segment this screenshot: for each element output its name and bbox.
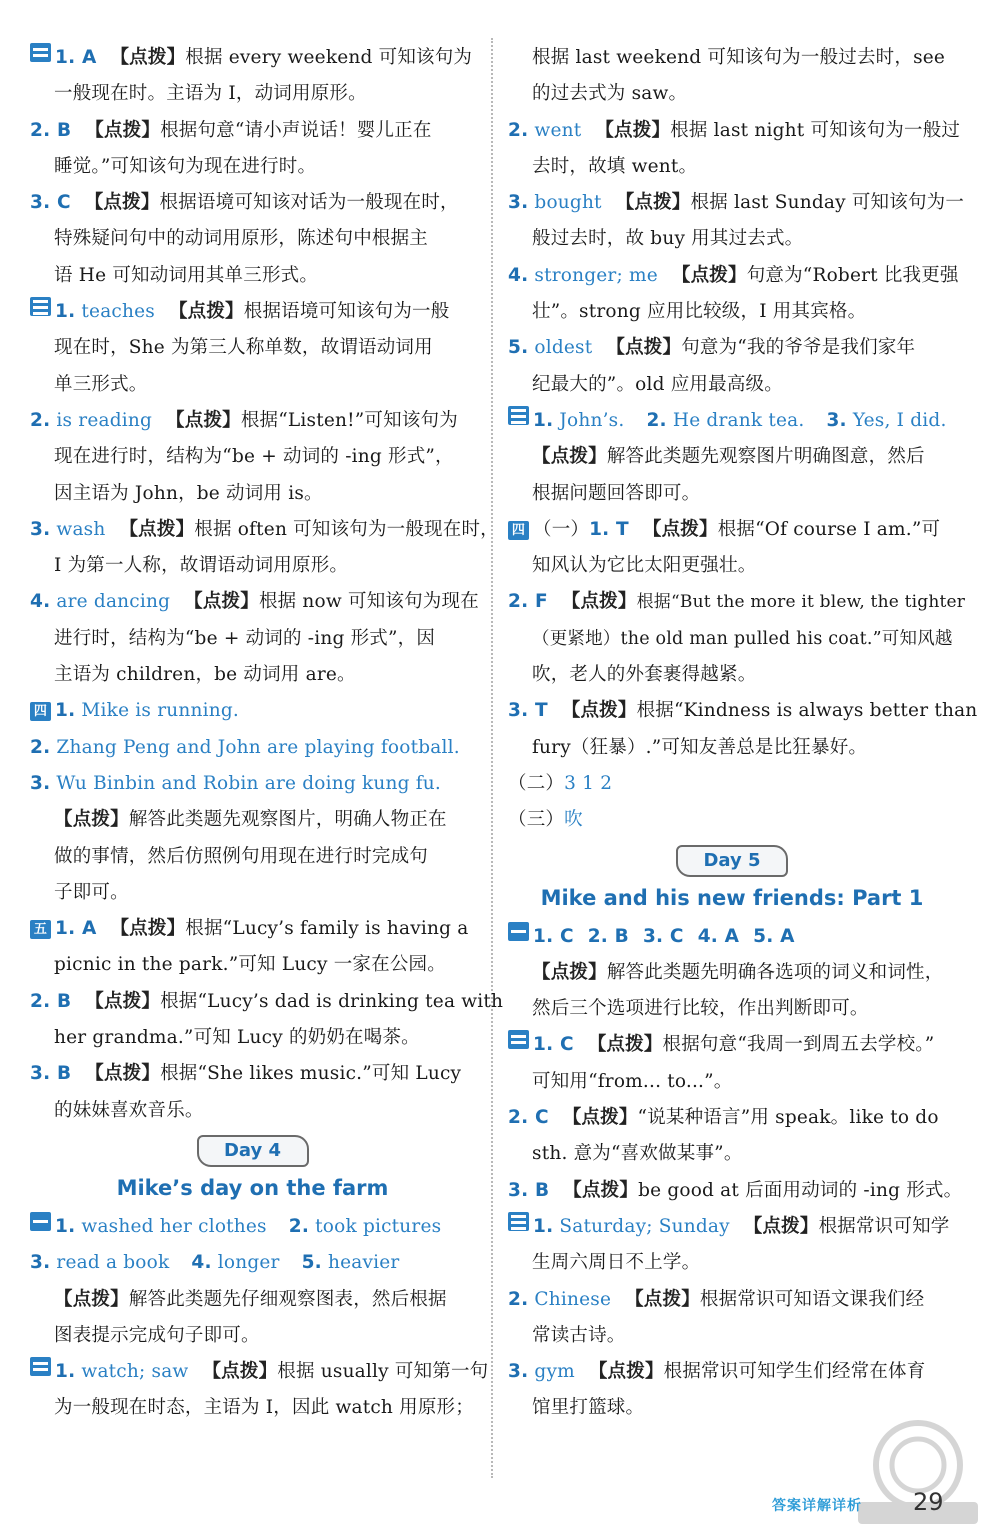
answer-line — [30, 403, 475, 439]
answer-line — [30, 911, 475, 947]
item-number: 3. T — [508, 700, 548, 722]
explanation-text: 知风认为它比太阳更强壮。 — [532, 555, 757, 577]
item-number: 3. — [30, 1252, 51, 1274]
item-number: 1. A — [55, 918, 97, 940]
item-number: 4. — [30, 591, 51, 613]
explanation-text: 根据“Lucy’s family is having a — [185, 918, 469, 940]
explanation-text: 根据句意“请小声说话！婴儿正在 — [160, 119, 432, 141]
item-number: 1. — [55, 301, 76, 323]
explanation-text: 根据 every weekend 可知该句为 — [185, 47, 473, 68]
day-title: Mike’s day on the farm — [116, 1175, 389, 1200]
left-column — [30, 40, 504, 1427]
answer-text: took pictures — [315, 1215, 442, 1237]
hint-tag: 【点拨】 — [110, 918, 186, 940]
explanation-text: 子即可。 — [54, 881, 129, 903]
answer-line — [508, 766, 956, 802]
item-number: 2. — [508, 1288, 529, 1310]
section-badge-icon — [30, 43, 51, 62]
explanation-text: 的过去式为 saw。 — [532, 83, 688, 105]
answer-text: watch; saw — [81, 1361, 189, 1383]
explanation-text: 单三形式。 — [54, 373, 148, 395]
day-label: Day 5 — [676, 845, 788, 877]
answer-line — [508, 1100, 956, 1136]
explanation-text: 语 He 可知动词用其单三形式。 — [54, 264, 319, 286]
explanation-text: “说某种语言”用 speak。like to do — [637, 1107, 939, 1129]
explanation-text: I 为第一人称，故谓语动词用原形。 — [54, 555, 349, 577]
answer-line — [30, 584, 479, 620]
hint-tag: 【点拨】 — [85, 119, 161, 141]
answer-line — [508, 1354, 956, 1390]
answer-line — [30, 1209, 475, 1245]
explanation-text: 做的事情，然后仿照例句用现在进行时完成句 — [54, 845, 429, 867]
hint-tag: 【点拨】 — [85, 990, 161, 1012]
day-4-header — [30, 1129, 475, 1209]
answer-line — [508, 403, 956, 439]
hint-tag: 【点拨】 — [595, 119, 671, 141]
explanation-text: 解答此类题先仔细观察图表，然后根据 — [128, 1288, 447, 1310]
answer-line — [508, 584, 966, 620]
answer-line — [30, 185, 475, 221]
answer-line — [508, 512, 956, 548]
answer-line — [508, 258, 959, 294]
item-number: 2. — [508, 119, 529, 141]
item-number: 2. B — [30, 990, 72, 1012]
day-title: Mike and his new friends: Part 1 — [540, 885, 924, 910]
subsection-label: （三） — [508, 809, 565, 831]
answer-text: is reading — [56, 409, 153, 431]
explanation-text: 图表提示完成句子即可。 — [54, 1324, 260, 1346]
section-badge-icon — [30, 1212, 51, 1231]
answer-line — [508, 330, 956, 366]
explanation-text: 去时，故填 went。 — [532, 155, 698, 177]
section-badge-icon — [30, 297, 51, 316]
answer-line — [30, 294, 475, 330]
answer-line — [508, 802, 956, 838]
answer-text: 4. A — [697, 925, 740, 947]
explanation-text: 主语为 children，be 动词用 are。 — [54, 664, 356, 686]
answer-text: are dancing — [56, 591, 171, 613]
answer-text: Mike is running. — [81, 700, 239, 722]
explanation-text: 纪最大的”。old 应用最高级。 — [532, 373, 783, 395]
explanation-text: 解答此类题先明确各选项的词义和词性， — [606, 961, 944, 983]
answer-text: washed her clothes — [81, 1215, 267, 1237]
answer-line — [30, 1245, 475, 1281]
answer-text: 吹 — [564, 809, 583, 831]
explanation-text: 根据 usually 可知第一句 — [277, 1361, 489, 1383]
explanation-text: 根据 now 可知该句为现在 — [258, 591, 479, 613]
item-number: 1. — [533, 1215, 554, 1237]
hint-tag: 【点拨】 — [84, 192, 160, 214]
hint-tag: 【点拨】 — [561, 700, 637, 722]
day-5-header — [508, 839, 956, 919]
item-number: 2. — [30, 736, 51, 758]
hint-tag: 【点拨】 — [54, 1288, 129, 1310]
section-badge-icon: 五 — [30, 920, 51, 939]
explanation-text: 句意为“Robert 比我更强 — [746, 264, 959, 286]
answer-text: read a book — [56, 1252, 170, 1274]
answer-text: stronger; me — [534, 264, 658, 286]
answer-line — [508, 185, 965, 221]
explanation-text: 根据 last Sunday 可知该句为一 — [690, 192, 965, 214]
answer-line — [30, 766, 475, 802]
explanation-text: 根据“Listen!”可知该句为 — [240, 409, 458, 431]
explanation-text: 一般现在时。主语为 I，动词用原形。 — [54, 83, 367, 105]
answer-text: 3. C — [642, 925, 684, 947]
answer-text: 3 1 2 — [564, 772, 613, 794]
hint-tag: 【点拨】 — [184, 591, 259, 613]
hint-tag: 【点拨】 — [642, 518, 718, 540]
hint-tag: 【点拨】 — [615, 192, 691, 214]
answer-text: John’s. — [559, 409, 625, 431]
answer-text: wash — [56, 518, 106, 540]
item-number: 2. F — [508, 591, 548, 613]
hint-tag: 【点拨】 — [587, 1034, 663, 1056]
answer-line — [508, 1282, 956, 1318]
explanation-text: 吹，老人的外套裹得越紧。 — [532, 664, 757, 686]
explanation-text: 根据 last night 可知该句为一般过 — [670, 119, 961, 141]
answer-text: Wu Binbin and Robin are doing kung fu. — [56, 772, 441, 794]
explanation-text: 根据“She likes music.”可知 Lucy — [160, 1063, 462, 1085]
explanation-text: 根据常识可知学 — [818, 1215, 950, 1237]
answer-text: Saturday; Sunday — [559, 1215, 730, 1237]
section-badge-icon: 四 — [30, 702, 51, 721]
explanation-text: sth. 意为“喜欢做某事”。 — [532, 1143, 743, 1165]
explanation-text: 特殊疑问句中的动词用原形，陈述句中根据主 — [54, 228, 429, 250]
explanation-text: 的妹妹喜欢音乐。 — [54, 1099, 204, 1121]
item-number: 3. B — [508, 1179, 550, 1201]
item-number: 3. — [826, 409, 847, 431]
hint-tag: 【点拨】 — [743, 1215, 819, 1237]
hint-tag: 【点拨】 — [532, 446, 607, 468]
item-number: 2. — [288, 1215, 310, 1237]
item-number: 1. — [55, 1361, 76, 1383]
explanation-text: 根据句意“我周一到周五去学校。” — [662, 1034, 935, 1056]
explanation-text: 解答此类题先观察图片明确图意，然后 — [606, 446, 925, 468]
answer-text: Yes, I did. — [852, 409, 947, 431]
hint-tag: 【点拨】 — [625, 1288, 700, 1310]
section-badge-icon — [508, 1212, 529, 1231]
explanation-text: be good at 后面用动词的 -ing 形式。 — [638, 1179, 963, 1201]
section-badge-icon — [508, 1030, 529, 1049]
answer-line — [508, 1173, 963, 1209]
item-number: 3. — [508, 1361, 529, 1383]
explanation-text: 根据语境可知该对话为一般现在时， — [159, 192, 459, 214]
answer-text: 5. A — [753, 925, 795, 947]
answer-line — [30, 730, 475, 766]
answer-line — [30, 40, 475, 76]
explanation-text: 般过去时，故 buy 用其过去式。 — [532, 228, 804, 250]
hint-tag: 【点拨】 — [561, 591, 637, 613]
hint-tag: 【点拨】 — [563, 1179, 639, 1201]
answer-line — [30, 512, 499, 548]
explanation-text: 解答此类题先观察图片，明确人物正在 — [128, 809, 447, 831]
item-number: 4. — [191, 1252, 212, 1274]
explanation-text: 壮”。strong 应用比较级，I 用其宾格。 — [532, 301, 867, 323]
explanation-text: 可知用“from... to...”。 — [532, 1070, 733, 1092]
explanation-text: her grandma.”可知 Lucy 的奶奶在喝茶。 — [54, 1027, 420, 1049]
hint-tag: 【点拨】 — [85, 1063, 161, 1085]
item-number: 3. B — [30, 1063, 72, 1085]
hint-tag: 【点拨】 — [532, 961, 607, 983]
item-number: 2. B — [30, 119, 72, 141]
explanation-text: 馆里打篮球。 — [532, 1397, 645, 1419]
explanation-text: 根据常识可知语文课我们经 — [699, 1288, 925, 1310]
column-divider — [491, 38, 493, 1478]
explanation-text: picnic in the park.”可知 Lucy 一家在公园。 — [54, 954, 446, 976]
answer-line — [30, 693, 475, 729]
explanation-text: 根据 last weekend 可知该句为一般过去时，see — [532, 47, 946, 68]
hint-tag: 【点拨】 — [168, 301, 244, 323]
answer-text: longer — [217, 1252, 280, 1274]
hint-line — [508, 955, 956, 991]
item-number: 1. A — [55, 47, 97, 68]
answer-text: Chinese — [534, 1288, 612, 1310]
explanation-text: fury（狂暴）.”可知友善总是比狂暴好。 — [532, 736, 868, 758]
explanation-text: 常读古诗。 — [532, 1324, 626, 1346]
answer-text: bought — [534, 192, 602, 214]
item-number: 1. — [55, 700, 76, 722]
explanation-text: 句意为“我的爷爷是我们家年 — [681, 337, 916, 359]
explanation-text: 为一般现在时态，主语为 I，因此 watch 用原形； — [54, 1397, 474, 1419]
hint-tag: 【点拨】 — [202, 1361, 278, 1383]
hint-line — [508, 439, 956, 475]
explanation-text: 生周六周日不上学。 — [532, 1252, 701, 1274]
section-badge-icon — [508, 406, 529, 425]
answer-text: 2. B — [587, 925, 629, 947]
explanation-text: 根据“Of course I am.”可 — [717, 518, 941, 540]
answer-line — [30, 113, 475, 149]
explanation-text: 现在时，She 为第三人称单数，故谓语动词用 — [54, 337, 433, 359]
hint-tag: 【点拨】 — [671, 264, 747, 286]
hint-tag: 【点拨】 — [588, 1361, 664, 1383]
item-number: 5. — [301, 1252, 322, 1274]
item-number: 2. — [646, 409, 667, 431]
hint-tag: 【点拨】 — [606, 337, 682, 359]
answer-line — [508, 1027, 956, 1063]
item-number: 1. — [533, 409, 554, 431]
explanation-text: （更紧地）the old man pulled his coat.”可知风越 — [532, 628, 953, 649]
hint-line — [30, 1282, 475, 1318]
answer-text: Zhang Peng and John are playing football. — [56, 736, 460, 758]
answer-text: went — [534, 119, 582, 141]
answer-text: oldest — [534, 337, 593, 359]
section-badge-icon — [508, 922, 529, 941]
hint-tag: 【点拨】 — [166, 409, 241, 431]
explanation-text: 根据“Lucy’s dad is drinking tea with — [160, 990, 504, 1012]
explanation-text: 根据“But the more it blew, the tighter — [636, 592, 966, 613]
item-number: 3. — [30, 772, 51, 794]
answer-text: heavier — [328, 1252, 400, 1274]
explanation-text: 进行时，结构为“be + 动词的 -ing 形式”，因 — [54, 627, 436, 649]
footer-label: 答案详解详析 — [772, 1498, 862, 1514]
item-number: 4. — [508, 264, 529, 286]
answer-line — [508, 113, 961, 149]
page-number: 29 — [913, 1488, 944, 1516]
explanation-text: 根据常识可知学生们经常在体育 — [663, 1361, 926, 1383]
answer-text: 1. C — [533, 925, 574, 947]
hint-tag: 【点拨】 — [119, 518, 195, 540]
item-number: 1. — [55, 1215, 76, 1237]
hint-tag: 【点拨】 — [54, 809, 129, 831]
explanation-text: 然后三个选项进行比较，作出判断即可。 — [532, 998, 869, 1020]
item-number: 3. — [508, 192, 529, 214]
subsection-label: （二） — [508, 772, 565, 794]
item-number: 5. — [508, 337, 529, 359]
section-badge-icon: 四 — [508, 521, 529, 540]
answer-text: teaches — [81, 301, 155, 323]
explanation-text: 根据语境可知该句为一般 — [243, 301, 450, 323]
day-label: Day 4 — [197, 1135, 309, 1167]
explanation-text: 因主语为 John，be 动词用 is。 — [54, 482, 323, 504]
item-number: 3. — [30, 518, 51, 540]
explanation-text: 根据 often 可知该句为一般现在时， — [194, 518, 499, 540]
explanation-text: 根据“Kindness is always better than — [636, 700, 978, 722]
answer-line — [30, 1354, 489, 1390]
right-column — [508, 40, 978, 1427]
explanation-text: 根据问题回答即可。 — [532, 482, 701, 504]
answer-line — [508, 919, 956, 955]
explanation-text: 现在进行时，结构为“be + 动词的 -ing 形式”， — [54, 446, 454, 468]
item-number: 1. C — [533, 1034, 574, 1056]
subsection-label: （一） — [533, 518, 590, 540]
hint-line — [30, 802, 475, 838]
answer-text: gym — [534, 1361, 575, 1383]
item-number: 2. — [30, 409, 51, 431]
answer-line — [30, 1056, 475, 1092]
item-number: 2. C — [508, 1107, 549, 1129]
item-number: 3. C — [30, 192, 71, 214]
hint-tag: 【点拨】 — [562, 1107, 638, 1129]
explanation-text: 睡觉。”可知该句为现在进行时。 — [54, 155, 317, 177]
section-badge-icon — [30, 1357, 51, 1376]
hint-tag: 【点拨】 — [110, 47, 186, 68]
answer-line — [508, 1209, 956, 1245]
item-number: 1. T — [589, 518, 629, 540]
answer-text: He drank tea. — [672, 409, 805, 431]
answer-line — [508, 693, 978, 729]
answer-line — [30, 984, 504, 1020]
